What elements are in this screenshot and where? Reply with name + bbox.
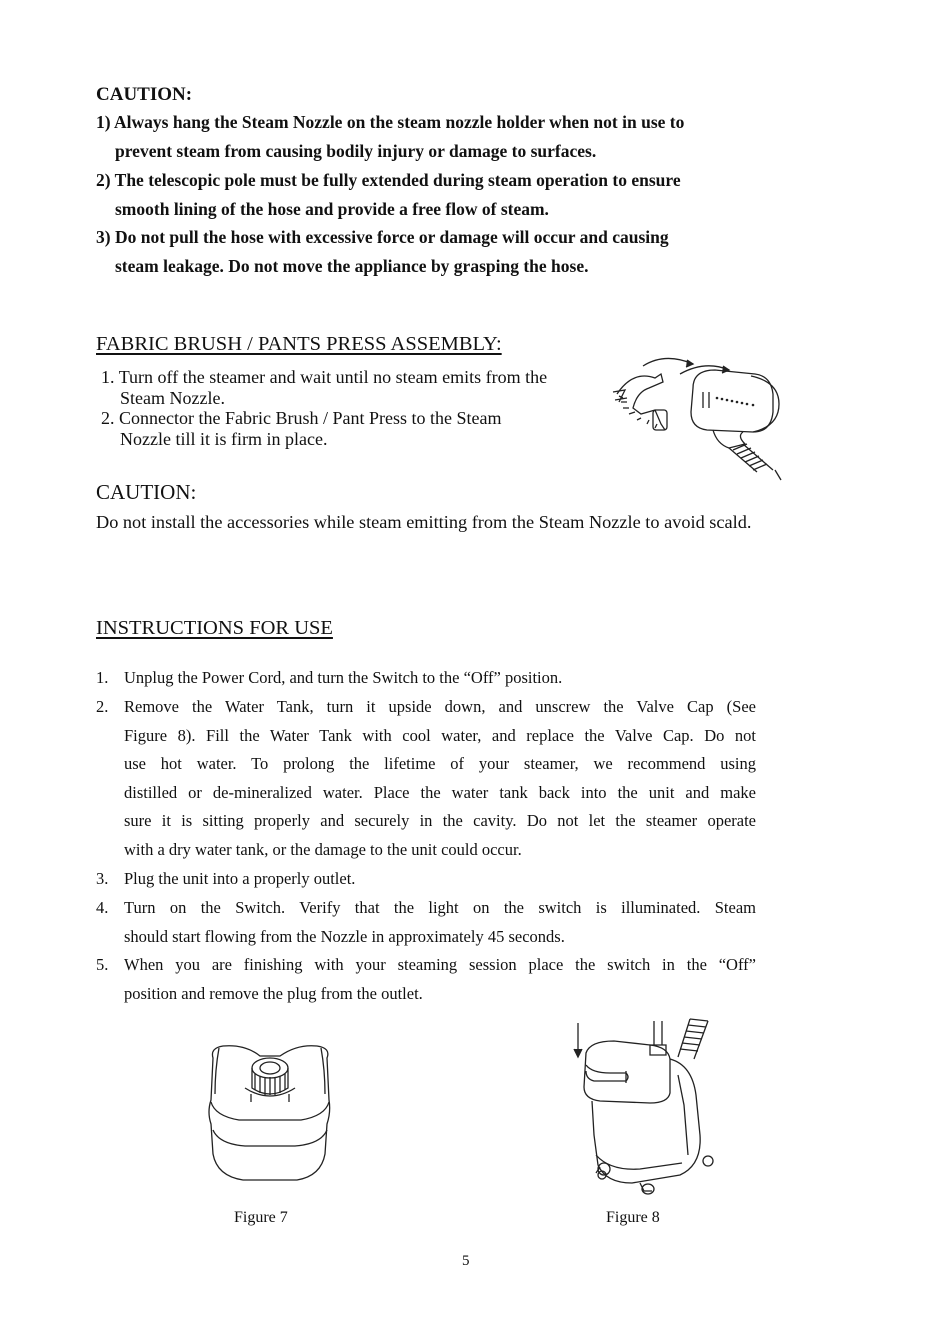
caution-item-3: 3) Do not pull the hose with excessive force or damage will occur and causing steam leakage. Do not move the appliance by grasping the hose. [96,227,669,276]
page-number: 5 [462,1253,470,1269]
caution2-title: CAUTION: [96,480,197,504]
caution2-text: Do not install the accessories while steam emitting from the Steam Nozzle to avoid scald. [96,512,752,532]
caution-title: CAUTION: [96,84,193,105]
caution-item-2: 2) The telescopic pole must be fully extended during steam operation to ensure smooth lining of the hose and provide a free flow of steam. [96,170,681,219]
fabric-step-1: 1. Turn off the steamer and wait until no steam emits from the Steam Nozzle. [101,367,548,408]
fabric-brush-title: FABRIC BRUSH / PANTS PRESS ASSEMBLY: [96,333,502,355]
figure7-water-tank [205,1040,335,1185]
instruction-item-5: 5. When you are finishing with your steaming session place the switch in the “Off” position and remove the plug from the outlet. [96,955,756,1003]
instruction-item-4: 4. Turn on the Switch. Verify that the light on the switch is illuminated. Steam should start flowing from the Nozzle in approximately 45 seconds. [96,898,756,946]
figure7-caption: Figure 7 [234,1209,288,1226]
figure8-steamer-unit [570,1015,720,1200]
fabric-step-2: 2. Connector the Fabric Brush / Pant Press to the Steam Nozzle till it is firm in place. [101,408,502,449]
caution-item-1: 1) Always hang the Steam Nozzle on the steam nozzle holder when not in use to prevent steam from causing bodily injury or damage to surfaces. [96,112,685,161]
instructions-title: INSTRUCTIONS FOR USE [96,617,333,639]
instruction-item-3: 3. Plug the unit into a properly outlet. [96,869,356,888]
figure8-caption: Figure 8 [606,1209,660,1226]
instruction-item-2: 2. Remove the Water Tank, turn it upside down, and unscrew the Valve Cap (See Figure 8). Fill the Water Tank with cool water, and replace the Valve Cap. Do not use hot water. To prolong the lifetime of your steamer, we recommend using distilled or de-mineralized water. Place the water tank back into the unit and make sure it is sitting properly and securely in the cavity. Do not let the steamer operate with a dry water tank, or the damage to the unit could occur. [96,697,756,859]
instruction-item-1: 1. Unplug the Power Cord, and turn the Switch to the “Off” position. [96,668,563,687]
nozzle-brush-illustration [605,352,795,482]
